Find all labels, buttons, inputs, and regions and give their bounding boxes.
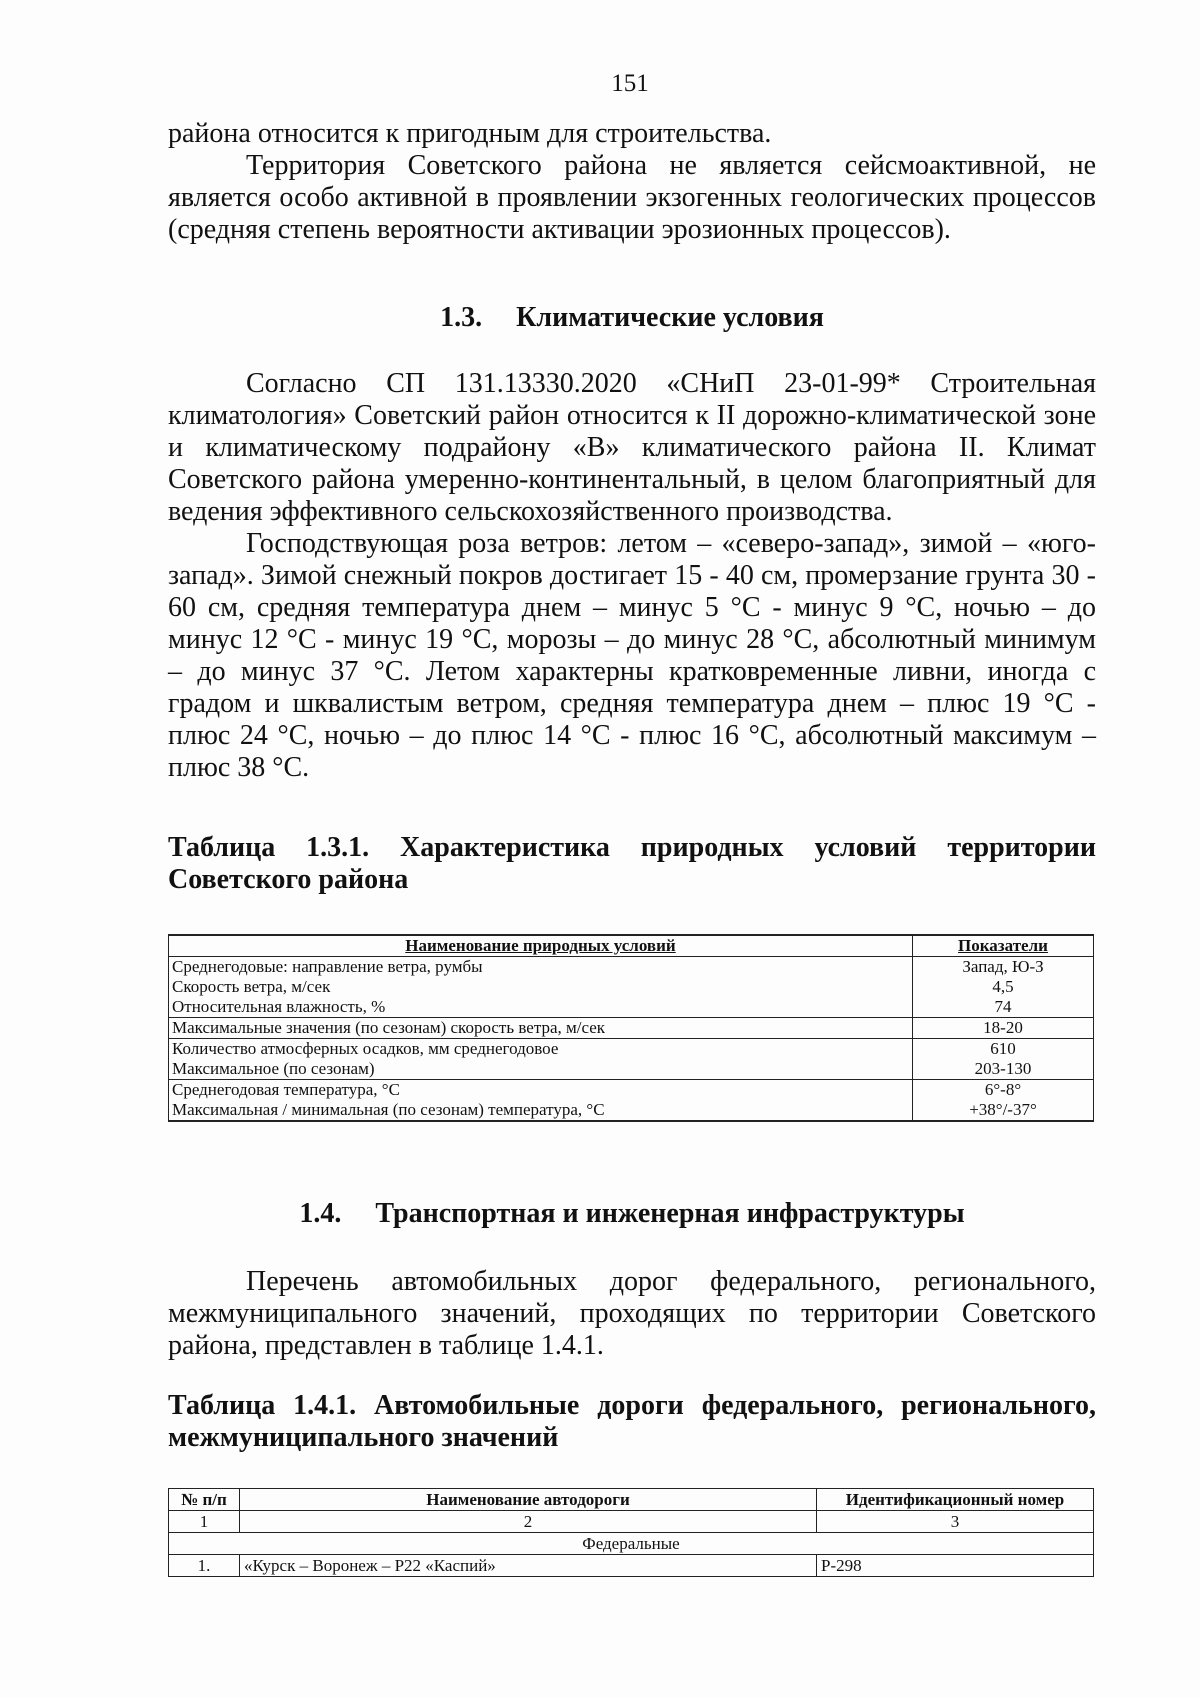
cell-value: 203-130	[913, 1059, 1094, 1080]
table-row	[169, 1059, 1094, 1080]
table-caption-1-3-1: Таблица 1.3.1. Характеристика природных условий территории Советского района	[168, 832, 1096, 895]
cell-name: Скорость ветра, м/сек	[169, 977, 913, 997]
section-heading-1-3	[168, 302, 1096, 334]
page-number: 151	[611, 70, 649, 97]
section-number: 1.4.	[299, 1198, 342, 1229]
column-number-row	[169, 1511, 1094, 1533]
header-identifier: Идентификационный номер	[817, 1489, 1094, 1511]
table-row	[169, 977, 1094, 997]
table-row	[169, 957, 1094, 978]
cell-road-name: «Курск – Воронеж – Р22 «Каспий»	[240, 1555, 817, 1577]
climate-paragraph-1: Согласно СП 131.13330.2020 «СНиП 23-01-99* Строительная климатология» Советский район относится к II дорожно-климатической зоне и климатическому подрайону «В» климатического района II. Климат Советского района умеренно-континентальный, в целом благоприятный для ведения эффективного сельскохозяйственного производства.	[168, 368, 1096, 527]
transport-text	[168, 1266, 1096, 1362]
cell-number: 1.	[169, 1555, 240, 1577]
section-heading-1-4	[168, 1198, 1096, 1230]
table-header-row	[169, 1489, 1094, 1511]
cell-name: Среднегодовая температура, °С	[169, 1080, 913, 1101]
natural-conditions-table	[168, 934, 1094, 1122]
column-number: 2	[240, 1511, 817, 1533]
climate-paragraph-2: Господствующая роза ветров: летом – «северо-запад», зимой – «юго-запад». Зимой снежный покров достигает 15 - 40 см, промерзание грунта 30 - 60 см, средняя температура днем – минус 5 °С - минус 9 °С, ночью – до минус 12 °С - минус 19 °С, морозы – до минус 28 °С, абсолютный минимум – до минус 37 °С. Летом характерны кратковременные ливни, иногда с градом и шквалистым ветром, средняя температура днем – плюс 19 °С - плюс 24 °С, ночью – до плюс 14 °С - плюс 16 °С, абсолютный максимум – плюс 38 °С.	[168, 528, 1096, 783]
cell-name: Относительная влажность, %	[169, 997, 913, 1018]
intro-paragraph: Территория Советского района не является сейсмоактивной, не является особо активной в проявлении экзогенных геологических процессов (средняя степень вероятности активации эрозионных процессов).	[168, 150, 1096, 245]
table-row	[169, 997, 1094, 1018]
table-row	[169, 1039, 1094, 1060]
transport-paragraph: Перечень автомобильных дорог федерального, регионального, межмуниципального значений, проходящих по территории Советского района, представлен в таблице 1.4.1.	[168, 1266, 1096, 1361]
cell-name: Максимальная / минимальная (по сезонам) температура, °С	[169, 1100, 913, 1121]
cell-name: Среднегодовые: направление ветра, румбы	[169, 957, 913, 978]
section-title: Транспортная и инженерная инфраструктуры	[375, 1198, 965, 1229]
table-row	[169, 1100, 1094, 1121]
cell-identifier: Р-298	[817, 1555, 1094, 1577]
group-row	[169, 1533, 1094, 1555]
table-caption-1-4-1: Таблица 1.4.1. Автомобильные дороги федерального, регионального, межмуниципального значений	[168, 1390, 1096, 1453]
intro-line: района относится к пригодным для строительства.	[168, 118, 772, 149]
cell-name: Максимальные значения (по сезонам) скорость ветра, м/сек	[169, 1018, 913, 1039]
section-title: Климатические условия	[516, 302, 824, 333]
section-number: 1.3.	[440, 302, 483, 333]
cell-name: Максимальное (по сезонам)	[169, 1059, 913, 1080]
column-number: 1	[169, 1511, 240, 1533]
intro-text	[168, 118, 1096, 246]
table-row	[169, 1080, 1094, 1101]
cell-value: 4,5	[913, 977, 1094, 997]
header-value: Показатели	[913, 935, 1094, 957]
cell-value: +38°/-37°	[913, 1100, 1094, 1121]
climate-text	[168, 368, 1096, 784]
cell-name: Количество атмосферных осадков, мм среднегодовое	[169, 1039, 913, 1060]
table-header-row	[169, 935, 1094, 957]
cell-value: 18-20	[913, 1018, 1094, 1039]
header-road-name: Наименование автодороги	[240, 1489, 817, 1511]
roads-table	[168, 1488, 1094, 1577]
table-row	[169, 1018, 1094, 1039]
cell-value: 610	[913, 1039, 1094, 1060]
cell-value: 6°-8°	[913, 1080, 1094, 1101]
header-name: Наименование природных условий	[169, 935, 913, 957]
column-number: 3	[817, 1511, 1094, 1533]
cell-value: Запад, Ю-З	[913, 957, 1094, 978]
cell-value: 74	[913, 997, 1094, 1018]
group-label: Федеральные	[169, 1533, 1094, 1555]
table-row	[169, 1555, 1094, 1577]
header-number: № п/п	[169, 1489, 240, 1511]
